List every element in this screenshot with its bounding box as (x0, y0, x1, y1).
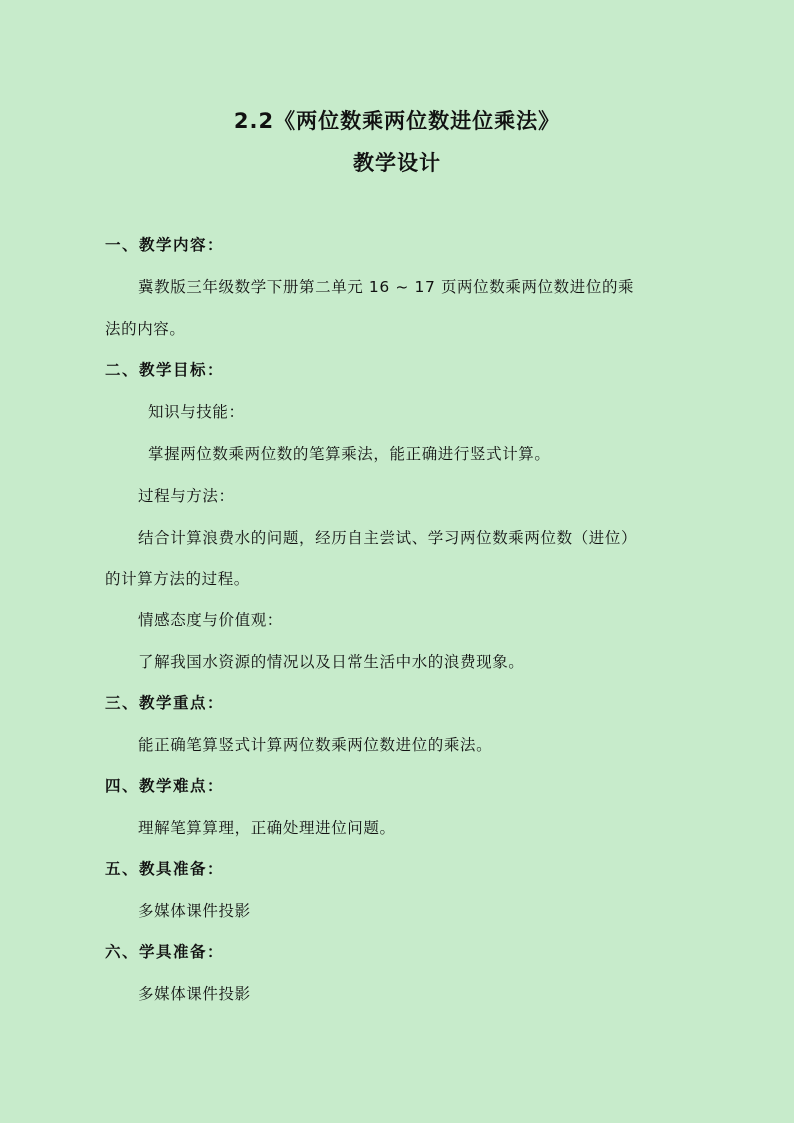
section-heading-learning-aids: 六、学具准备： (105, 943, 225, 961)
objective-knowledge-label: 知识与技能： (148, 403, 245, 421)
learning-aids-text: 多媒体课件投影 (138, 985, 251, 1003)
section-heading-teaching-aids: 五、教具准备： (105, 860, 225, 878)
objective-attitude-text: 了解我国水资源的情况以及日常生活中水的浪费现象。 (138, 653, 525, 671)
teaching-aids-text: 多媒体课件投影 (138, 902, 251, 920)
objective-attitude-label: 情感态度与价值观： (138, 611, 283, 629)
content-paragraph-line1: 冀教版三年级数学下册第二单元 16 ~ 17 页两位数乘两位数进位的乘 (138, 278, 635, 296)
section-heading-key-points: 三、教学重点： (105, 694, 225, 712)
document-subtitle: 教学设计 (353, 151, 441, 175)
key-points-text: 能正确笔算竖式计算两位数乘两位数进位的乘法。 (138, 736, 493, 754)
document-title: 2.2《两位数乘两位数进位乘法》 (233, 109, 561, 133)
objective-process-text-line2: 的计算方法的过程。 (105, 570, 250, 588)
difficulties-text: 理解笔算算理，正确处理进位问题。 (138, 819, 396, 837)
section-heading-content: 一、教学内容： (105, 236, 225, 254)
objective-process-text-line1: 结合计算浪费水的问题，经历自主尝试、学习两位数乘两位数（进位） (138, 529, 638, 547)
objective-knowledge-text: 掌握两位数乘两位数的笔算乘法，能正确进行竖式计算。 (148, 445, 551, 463)
section-heading-objectives: 二、教学目标： (105, 361, 225, 379)
section-heading-difficulties: 四、教学难点： (105, 777, 225, 795)
content-paragraph-line2: 法的内容。 (105, 320, 186, 338)
objective-process-label: 过程与方法： (138, 487, 235, 505)
